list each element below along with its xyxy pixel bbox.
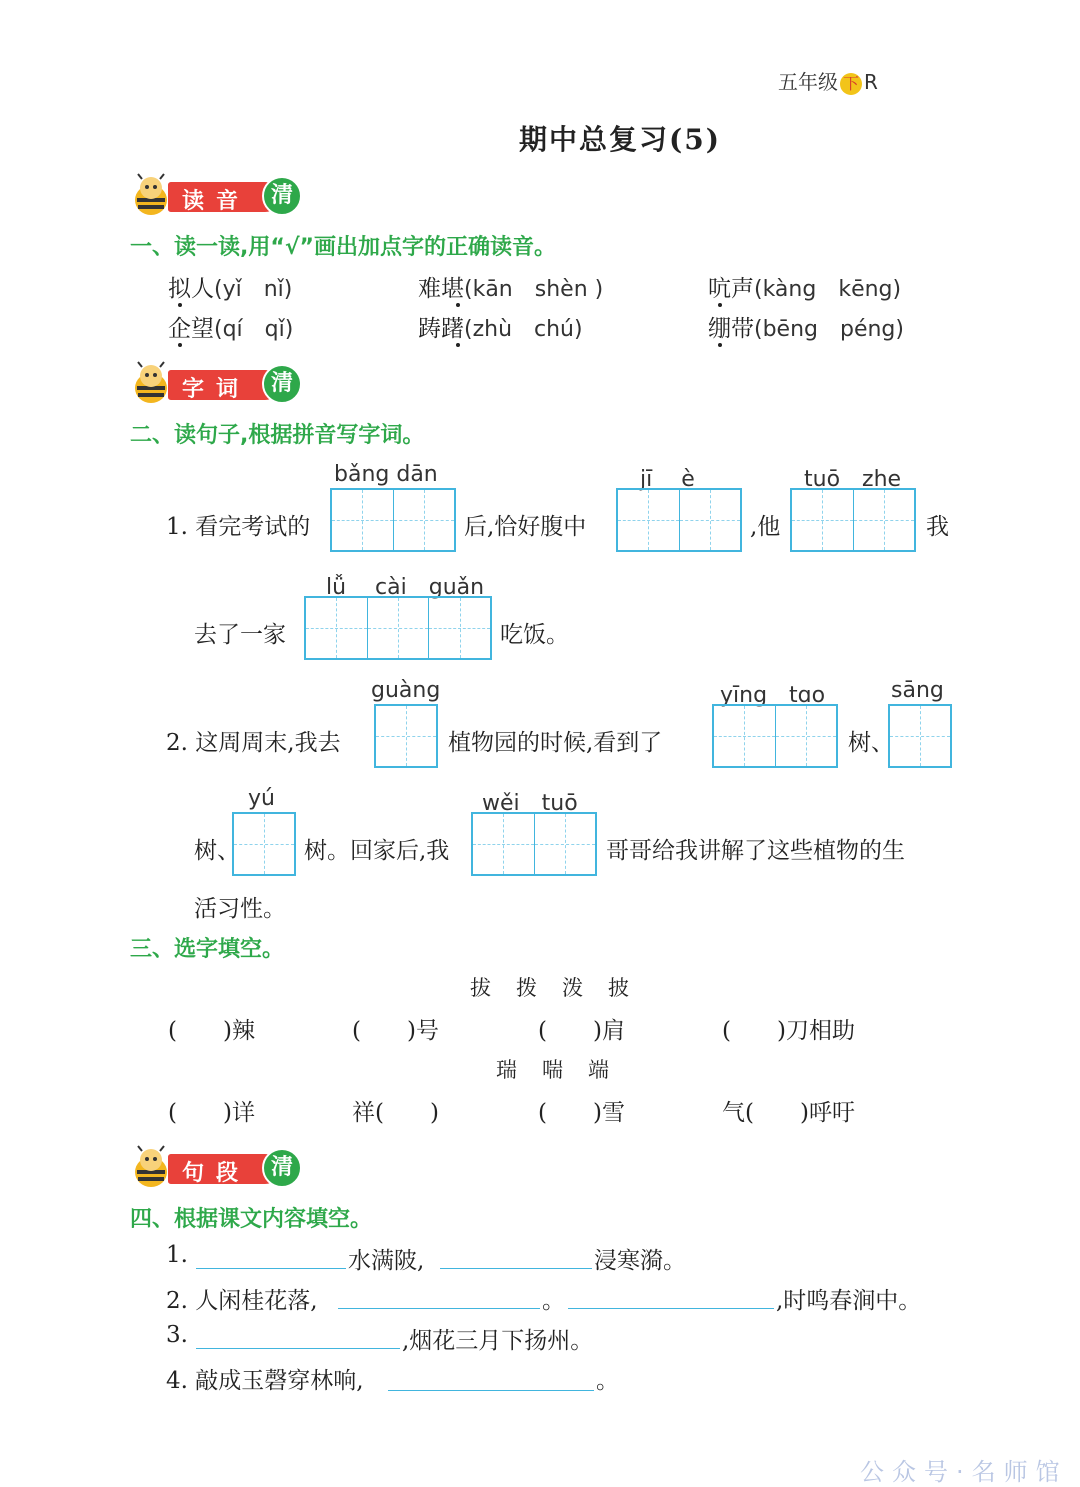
sentence-text: 我 [926, 514, 949, 540]
emphasis-dot [178, 303, 182, 307]
fill-blank-item[interactable]: 祥( ) [352, 1100, 439, 1126]
pronunciation-item: 拟人(yǐ nǐ) [168, 276, 293, 302]
sentence-text: 1. 看完考试的 [166, 514, 311, 540]
answer-blank[interactable] [196, 1268, 346, 1269]
fill-blank-item[interactable]: ( )详 [168, 1100, 255, 1126]
pronunciation-item: 企望(qí qǐ) [168, 316, 294, 342]
section-badge-sentences: 句段 清 [128, 1144, 303, 1190]
pinyin-label: jī è [640, 467, 695, 492]
pinyin-label: yú [248, 786, 275, 811]
sentence-text: 树、 [194, 838, 240, 864]
pinyin-label: yīng tɑo [720, 683, 826, 708]
sentence-text: ,他 [750, 514, 781, 540]
pronunciation-item: 难堪(kān shèn ) [418, 276, 604, 302]
fill-blank-item[interactable]: ( )辣 [168, 1018, 255, 1044]
pinyin-label: guàng [371, 678, 441, 703]
fill-blank-item[interactable]: ( )雪 [538, 1100, 625, 1126]
writing-grid-1[interactable] [232, 812, 296, 876]
poem-text: 4. 敲成玉磬穿林响, [166, 1368, 364, 1394]
pinyin-label: sāng [891, 678, 944, 703]
page-title: 期中总复习(5) [519, 123, 721, 156]
poem-text: 水满陂, [348, 1248, 425, 1274]
section-badge-words: 字词 清 [128, 360, 303, 406]
writing-grid-2[interactable] [790, 488, 916, 552]
emphasis-dot [718, 343, 722, 347]
emphasis-dot [456, 343, 460, 347]
sentence-text: 去了一家 [194, 622, 286, 648]
fill-blank-item[interactable]: ( )号 [352, 1018, 439, 1044]
pinyin-label: bǎng dān [334, 462, 438, 487]
writing-grid-3[interactable] [304, 596, 492, 660]
line-number: 3. [166, 1322, 188, 1348]
section-badge-reading: 读音 清 [128, 172, 303, 218]
choice-characters: 瑞 喘 端 [496, 1058, 611, 1082]
section-heading-3: 三、选字填空。 [130, 937, 285, 962]
fill-blank-item[interactable]: 气( )呼吁 [722, 1100, 855, 1126]
grade-label: 五年级 下 R [778, 70, 878, 94]
emphasis-dot [456, 303, 460, 307]
writing-grid-2[interactable] [330, 488, 456, 552]
writing-grid-2[interactable] [712, 704, 838, 768]
sentence-text: 植物园的时候,看到了 [448, 730, 663, 756]
sentence-text: 活习性。 [194, 896, 286, 922]
answer-blank[interactable] [388, 1390, 594, 1391]
writing-grid-1[interactable] [374, 704, 438, 768]
section-heading-1: 一、读一读,用“√”画出加点字的正确读音。 [130, 235, 556, 260]
grade-term-badge: 下 [840, 73, 862, 95]
sentence-text: 树、 [848, 730, 894, 756]
section-heading-4: 四、根据课文内容填空。 [130, 1207, 373, 1232]
pinyin-label: tuō zhe [804, 467, 902, 492]
emphasis-dot [178, 343, 182, 347]
section-heading-2: 二、读句子,根据拼音写字词。 [130, 423, 425, 448]
sentence-text: 2. 这周周末,我去 [166, 730, 341, 756]
sentence-text: 树。回家后,我 [304, 838, 450, 864]
pronunciation-item: 踌躇(zhù chú) [418, 316, 583, 342]
writing-grid-2[interactable] [471, 812, 597, 876]
answer-blank[interactable] [440, 1268, 592, 1269]
poem-text: 2. 人闲桂花落, [166, 1288, 318, 1314]
poem-text: 。 [542, 1288, 565, 1314]
pinyin-label: lǚ cài guǎn [326, 575, 485, 600]
poem-text: 浸寒漪。 [594, 1248, 686, 1274]
answer-blank[interactable] [338, 1308, 540, 1309]
writing-grid-2[interactable] [616, 488, 742, 552]
answer-blank[interactable] [196, 1348, 400, 1349]
poem-text: ,烟花三月下扬州。 [402, 1328, 594, 1354]
emphasis-dot [718, 303, 722, 307]
watermark: 公众号·名师馆 [860, 1458, 1068, 1486]
sentence-text: 哥哥给我讲解了这些植物的生 [606, 838, 905, 864]
line-number: 1. [166, 1242, 188, 1268]
sentence-text: 吃饭。 [500, 622, 569, 648]
pinyin-label: wěi tuō [482, 791, 578, 816]
writing-grid-1[interactable] [888, 704, 952, 768]
pronunciation-item: 绷带(bēng péng) [708, 316, 904, 342]
fill-blank-item[interactable]: ( )肩 [538, 1018, 625, 1044]
answer-blank[interactable] [568, 1308, 774, 1309]
choice-characters: 拔 拨 泼 披 [470, 976, 631, 1000]
sentence-text: 后,恰好腹中 [464, 514, 587, 540]
poem-text: 。 [596, 1368, 619, 1394]
poem-text: ,时鸣春涧中。 [776, 1288, 922, 1314]
fill-blank-item[interactable]: ( )刀相助 [722, 1018, 855, 1044]
pronunciation-item: 吭声(kàng kēng) [708, 276, 902, 302]
